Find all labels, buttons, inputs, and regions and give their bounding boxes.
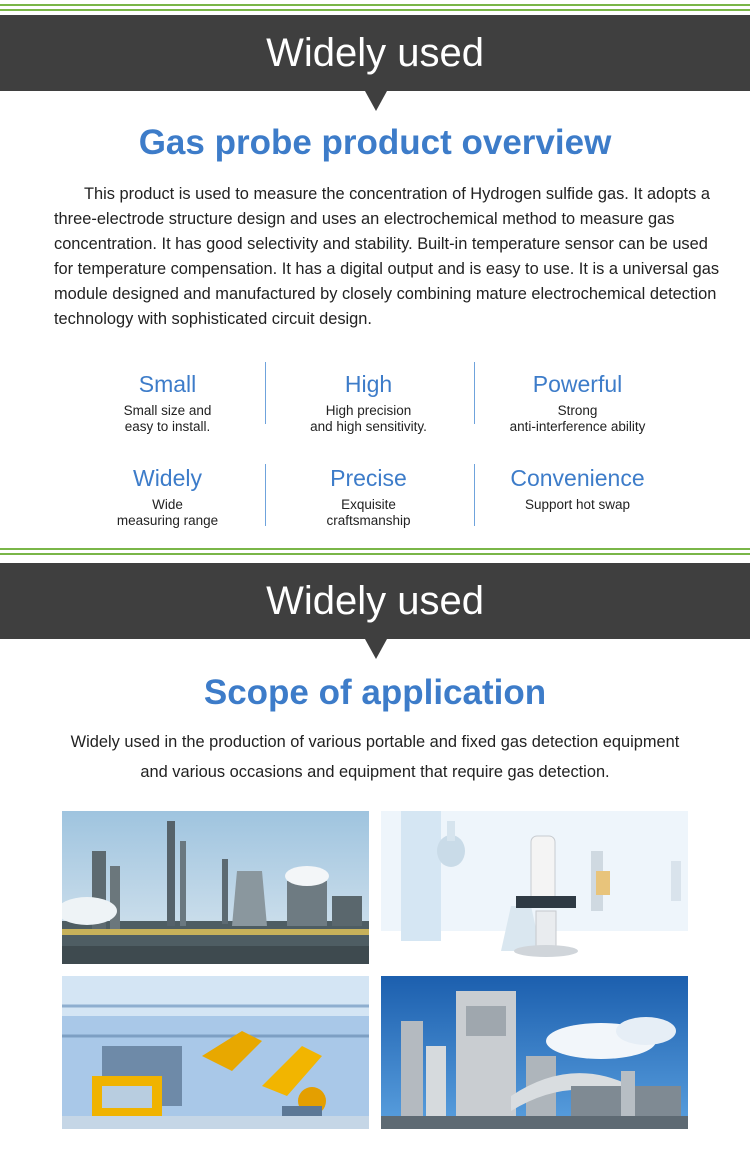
banner-widely-used-2 — [0, 563, 750, 639]
feature-title: High — [344, 371, 393, 397]
feature-desc: Small size and easy to install. — [123, 403, 212, 434]
scope-heading: Scope of application — [203, 673, 547, 712]
feature-high — [266, 370, 471, 434]
feature-title: Widely — [132, 465, 202, 491]
feature-precise — [266, 464, 471, 528]
chemical-plant-photo — [381, 976, 688, 1129]
robotic-assembly-photo — [62, 976, 369, 1129]
feature-title: Powerful — [532, 371, 623, 397]
feature-title: Precise — [330, 465, 407, 491]
feature-title: Small — [138, 371, 197, 397]
refinery-photo — [62, 811, 369, 964]
banner-pointer — [365, 91, 387, 111]
feature-widely — [65, 464, 270, 528]
feature-desc: Strong anti-interference ability — [509, 403, 646, 434]
feature-desc: High precision and high sensitivity. — [310, 403, 427, 434]
feature-powerful — [475, 370, 680, 434]
feature-desc: Support hot swap — [524, 497, 631, 512]
laboratory-photo — [381, 811, 688, 964]
banner-pointer — [365, 639, 387, 659]
banner-title: Widely used — [266, 579, 484, 623]
banner-title: Widely used — [266, 31, 484, 75]
top-rule-2 — [0, 9, 750, 11]
feature-desc: Wide measuring range — [116, 497, 219, 528]
feature-convenience — [475, 464, 680, 513]
mid-rule-2 — [0, 553, 750, 555]
feature-desc: Exquisite craftsmanship — [326, 497, 411, 528]
overview-heading: Gas probe product overview — [138, 123, 612, 162]
banner-widely-used-1 — [0, 15, 750, 91]
feature-small — [65, 370, 270, 434]
top-rule-1 — [0, 4, 750, 6]
feature-title: Convenience — [510, 465, 645, 491]
overview-paragraph: This product is used to measure the concentration of Hydrogen sulfide gas. It adopts a three-electrode structure design and uses an electrochemical method to measure gas concentration. It has good selectivity and stability. Built-in temperature sensor can be used for temperature compensation. It has a digital output and is easy to use. It is a universal gas module designed and manufactured by closely combining mature electrochemical detection technology with sophisticated circuit design. — [54, 185, 720, 328]
mid-rule-1 — [0, 548, 750, 550]
scope-paragraph: Widely used in the production of various portable and fixed gas detection equipment and various occasions and equipment that require gas detection. — [70, 733, 680, 781]
